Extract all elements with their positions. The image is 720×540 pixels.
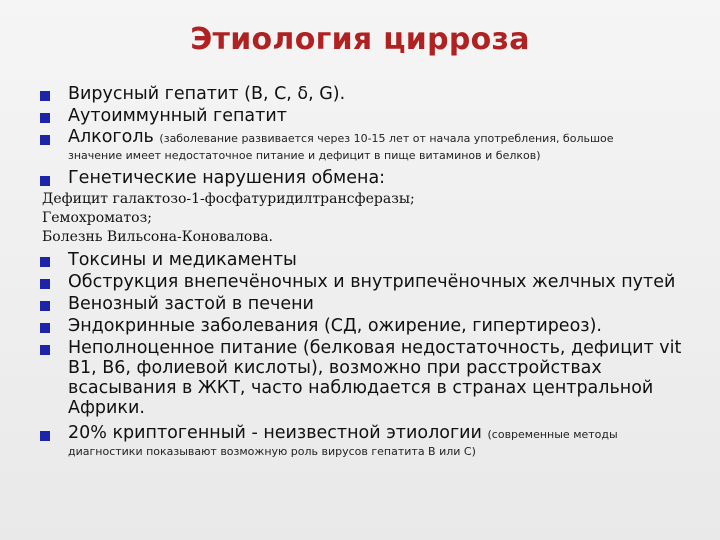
bullet-icon <box>40 301 50 311</box>
list-item-note: (современные методы <box>487 428 618 441</box>
bullet-icon <box>40 113 50 123</box>
list-item: Токсины и медикаменты <box>68 250 297 270</box>
plain-line: Гемохроматоз; <box>42 210 152 226</box>
list-item-line: В1, В6, фолиевой кислоты), возможно при расстройствах <box>68 358 602 378</box>
plain-line: Болезнь Вильсона-Коновалова. <box>42 229 273 245</box>
bullet-icon <box>40 91 50 101</box>
bullet-icon <box>40 323 50 333</box>
list-item-note-line2: значение имеет недостаточное питание и дефицит в пище витаминов и белков) <box>68 149 541 162</box>
list-item: Вирусный гепатит (В, С, δ, G). <box>68 84 346 104</box>
list-item-line: всасывания в ЖКТ, часто наблюдается в странах центральной <box>68 378 654 398</box>
list-item: Генетические нарушения обмена: <box>68 168 386 188</box>
bullet-icon <box>40 345 50 355</box>
list-item-label: 20% криптогенный - неизвестной этиологии <box>68 423 482 443</box>
bullet-icon <box>40 431 50 441</box>
bullet-icon <box>40 135 50 145</box>
list-item: Венозный застой в печени <box>68 294 314 314</box>
list-item: Эндокринные заболевания (СД, ожирение, гипертиреоз). <box>68 316 602 336</box>
bullet-icon <box>40 176 50 186</box>
list-item-line: Неполноценное питание (белковая недостаточность, дефицит vit <box>68 338 682 358</box>
list-item: Аутоиммунный гепатит <box>68 106 287 126</box>
bullet-icon <box>40 279 50 289</box>
list-item-note: (заболевание развивается через 10-15 лет от начала употребления, большое <box>159 132 614 145</box>
list-item <box>68 127 614 149</box>
list-item-note-line2: диагностики показывают возможную роль вирусов гепатита В или С) <box>68 445 476 458</box>
page-title: Этиология цирроза <box>190 22 530 57</box>
list-item-label: Алкоголь <box>68 127 154 147</box>
bullet-icon <box>40 257 50 267</box>
list-item: Обструкция внепечёночных и внутрипечёночных желчных путей <box>68 272 676 292</box>
list-item <box>68 423 618 445</box>
list-item <box>68 338 708 418</box>
list-item-line: Африки. <box>68 398 145 418</box>
plain-line: Дефицит галактозо-1-фосфатуридилтрансферазы; <box>42 191 415 207</box>
